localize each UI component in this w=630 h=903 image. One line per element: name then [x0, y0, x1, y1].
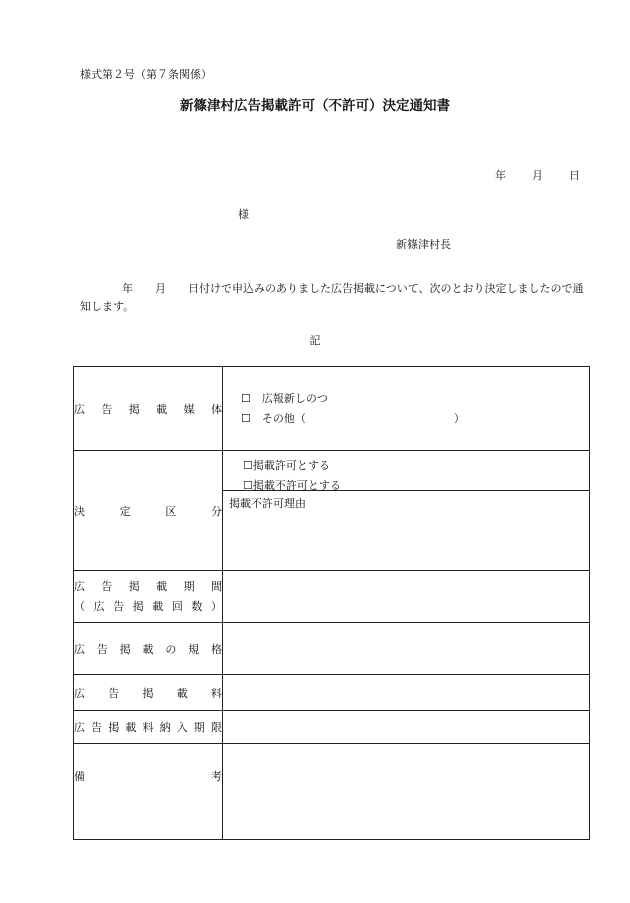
form-number: 様式第２号（第７条関係） — [80, 68, 212, 81]
label-char: 広 — [74, 579, 85, 593]
label-char: 掲 — [108, 721, 120, 734]
recipient-suffix: 様 — [238, 208, 249, 221]
label-char: 広 — [93, 599, 105, 613]
ki-heading: 記 — [309, 334, 321, 347]
option-reject-label: 掲載不許可とする — [252, 479, 341, 492]
label-char: 限 — [211, 721, 222, 734]
label-char: 載 — [156, 579, 168, 593]
row-decision — [74, 451, 590, 571]
label-char: 掲 — [142, 686, 154, 700]
label-char: 料 — [142, 721, 154, 734]
option-other — [223, 409, 589, 429]
label-char: 載 — [156, 402, 168, 416]
decision-table — [73, 366, 590, 840]
checkbox[interactable]: ☐ — [241, 411, 251, 425]
label-char: （ — [74, 599, 85, 613]
label-char: 告 — [91, 721, 103, 734]
label-period — [74, 571, 223, 623]
label-char: 期 — [183, 579, 195, 593]
label-char: 決 — [74, 504, 85, 518]
row-spec — [74, 623, 590, 675]
label-char: 納 — [159, 721, 171, 734]
option-approve — [243, 456, 571, 476]
label-char: 告 — [101, 579, 113, 593]
row-fee — [74, 675, 590, 711]
label-char: 載 — [125, 721, 137, 734]
label-char: の — [165, 642, 177, 656]
label-char: 載 — [176, 686, 188, 700]
remarks-field[interactable] — [223, 744, 590, 840]
label-char: 広 — [74, 686, 85, 700]
label-char: 数 — [191, 599, 203, 613]
period-field[interactable] — [223, 571, 590, 623]
reject-reason-field[interactable] — [223, 491, 589, 561]
label-char: 載 — [142, 642, 154, 656]
checkbox[interactable]: ☐ — [243, 479, 253, 492]
label-char: 定 — [119, 504, 131, 518]
label-deadline — [74, 711, 223, 744]
label-char: 格 — [210, 642, 222, 656]
label-media — [74, 367, 223, 451]
label-char: 告 — [96, 642, 108, 656]
label-char: 告 — [101, 402, 113, 416]
option-kouhou — [223, 389, 589, 409]
row-period — [74, 571, 590, 623]
reject-reason-label: 掲載不許可理由 — [229, 497, 306, 510]
label-fee — [74, 675, 223, 711]
label-char: 告 — [108, 686, 120, 700]
decision-options — [223, 451, 589, 491]
label-char: 体 — [210, 402, 222, 416]
label-char: 期 — [193, 721, 205, 734]
decision-cell — [223, 451, 590, 571]
row-deadline — [74, 711, 590, 744]
label-remarks — [74, 744, 223, 840]
label-char: 間 — [210, 579, 222, 593]
date-line — [495, 167, 580, 183]
body-text: 年 月 日付けで申込みのありました広告掲載について、次のとおり決定しましたので通知します。 — [80, 282, 584, 313]
label-char: 料 — [211, 686, 222, 700]
label-char: 回 — [171, 599, 183, 613]
fee-field[interactable] — [223, 675, 590, 711]
spec-field[interactable] — [223, 623, 590, 675]
date-month: 月 — [532, 169, 543, 182]
label-char: 媒 — [183, 402, 195, 416]
label-spec — [74, 623, 223, 675]
label-char: 掲 — [128, 579, 140, 593]
option-approve-label: 掲載許可とする — [252, 459, 330, 472]
label-char: 告 — [113, 599, 125, 613]
label-char: 広 — [74, 721, 85, 734]
media-options — [223, 367, 590, 451]
label-decision — [74, 451, 223, 571]
label-char: 掲 — [119, 642, 131, 656]
date-day: 日 — [569, 169, 580, 182]
document-title: 新篠津村広告掲載許可（不許可）決定通知書 — [180, 98, 450, 114]
label-char: 載 — [152, 599, 164, 613]
label-char: 規 — [188, 642, 200, 656]
label-char: 分 — [210, 504, 222, 518]
option-other-close: ） — [453, 411, 465, 425]
deadline-field[interactable] — [223, 711, 590, 744]
label-char: 掲 — [128, 402, 140, 416]
option-kouhou-label: 広報新しのつ — [261, 391, 328, 405]
label-char: 備 — [74, 770, 85, 783]
sender-name: 新篠津村長 — [396, 238, 451, 251]
checkbox[interactable]: ☐ — [241, 391, 251, 405]
label-char: 掲 — [132, 599, 144, 613]
label-char: 広 — [74, 402, 85, 416]
checkbox[interactable]: ☐ — [243, 459, 253, 472]
label-char: 区 — [165, 504, 177, 518]
row-remarks — [74, 744, 590, 840]
date-year: 年 — [495, 169, 506, 182]
label-char: 広 — [74, 642, 85, 656]
option-other-label: その他（ — [261, 411, 306, 425]
row-media — [74, 367, 590, 451]
label-char: ） — [210, 599, 222, 613]
label-char: 入 — [176, 721, 188, 734]
label-char: 考 — [211, 770, 222, 783]
